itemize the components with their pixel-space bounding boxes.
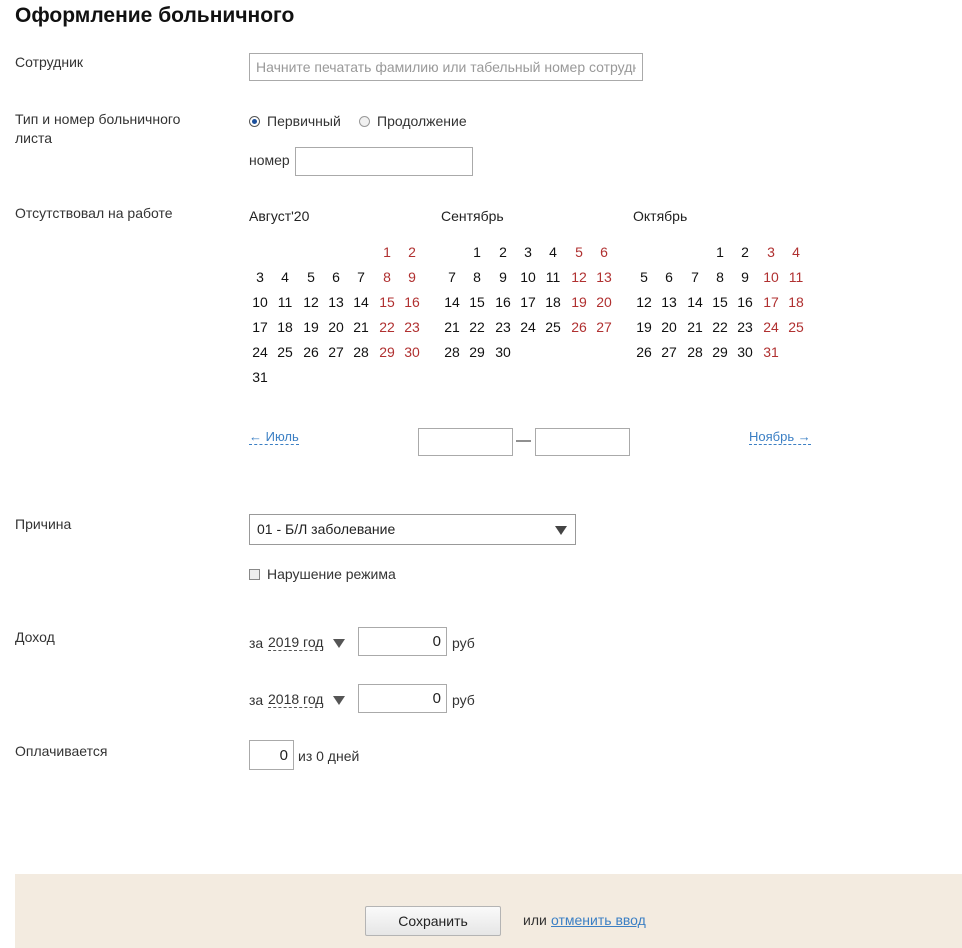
calendar-day-august-19[interactable]: 19 [303,319,319,335]
calendar-day-october-31[interactable]: 31 [763,344,779,360]
calendar-day-august-29[interactable]: 29 [379,344,395,360]
calendar-day-october-5[interactable]: 5 [640,269,648,285]
calendar-day-october-25[interactable]: 25 [788,319,804,335]
save-button[interactable]: Сохранить [365,906,501,936]
calendar-day-august-12[interactable]: 12 [303,294,319,310]
calendar-day-october-2[interactable]: 2 [741,244,749,260]
calendar-day-september-13[interactable]: 13 [596,269,612,285]
calendar-day-october-17[interactable]: 17 [763,294,779,310]
calendar-day-august-16[interactable]: 16 [404,294,420,310]
calendar-day-august-4[interactable]: 4 [281,269,289,285]
calendar-day-september-8[interactable]: 8 [473,269,481,285]
calendar-day-october-19[interactable]: 19 [636,319,652,335]
calendar-day-october-26[interactable]: 26 [636,344,652,360]
absence-label: Отсутствовал на работе [15,205,173,221]
calendar-day-september-1[interactable]: 1 [473,244,481,260]
calendar-day-august-3[interactable]: 3 [256,269,264,285]
calendar-day-october-22[interactable]: 22 [712,319,728,335]
income-year-2019-dropdown-icon[interactable] [333,639,345,648]
calendar-day-august-14[interactable]: 14 [353,294,369,310]
calendar-day-august-30[interactable]: 30 [404,344,420,360]
calendar-day-september-16[interactable]: 16 [495,294,511,310]
calendar-day-august-9[interactable]: 9 [408,269,416,285]
calendar-day-september-25[interactable]: 25 [545,319,561,335]
calendar-day-october-20[interactable]: 20 [661,319,677,335]
calendar-day-august-11[interactable]: 11 [277,294,293,310]
calendar-day-september-3[interactable]: 3 [524,244,532,260]
calendar-day-october-7[interactable]: 7 [691,269,699,285]
calendar-day-september-22[interactable]: 22 [469,319,485,335]
calendar-day-october-11[interactable]: 11 [788,269,804,285]
calendar-day-august-24[interactable]: 24 [252,344,268,360]
calendar-day-october-23[interactable]: 23 [737,319,753,335]
calendar-day-september-2[interactable]: 2 [499,244,507,260]
month-title-october: Октябрь [633,208,688,224]
calendar-day-august-27[interactable]: 27 [328,344,344,360]
income-2018-input[interactable] [358,684,447,713]
reason-select[interactable] [249,514,576,545]
employee-search-input[interactable] [249,53,643,81]
calendar-day-august-7[interactable]: 7 [357,269,365,285]
income-label: Доход [15,629,55,645]
calendar-day-september-18[interactable]: 18 [545,294,561,310]
date-from-input[interactable] [418,428,513,456]
calendar-day-august-26[interactable]: 26 [303,344,319,360]
calendar-day-august-13[interactable]: 13 [328,294,344,310]
calendar-day-august-28[interactable]: 28 [353,344,369,360]
calendar-day-september-24[interactable]: 24 [520,319,536,335]
violation-checkbox-label: Нарушение режима [267,566,396,582]
calendar-day-september-19[interactable]: 19 [571,294,587,310]
calendar-day-october-18[interactable]: 18 [788,294,804,310]
calendar-day-september-21[interactable]: 21 [444,319,460,335]
calendar-day-september-15[interactable]: 15 [469,294,485,310]
calendar-day-october-21[interactable]: 21 [687,319,703,335]
calendar-day-october-28[interactable]: 28 [687,344,703,360]
calendar-day-september-30[interactable]: 30 [495,344,511,360]
paid-label: Оплачивается [15,743,108,759]
calendar-day-august-15[interactable]: 15 [379,294,395,310]
reason-label: Причина [15,516,72,532]
radio-continuation[interactable] [359,113,467,129]
income-year-2019-select[interactable]: 2019 год [268,634,324,650]
calendar-day-october-4[interactable]: 4 [792,244,800,260]
income-2019-unit: руб [452,635,475,651]
calendar-day-august-31[interactable]: 31 [252,369,268,385]
calendar-day-october-3[interactable]: 3 [767,244,775,260]
calendar-day-october-12[interactable]: 12 [636,294,652,310]
calendar-day-august-17[interactable]: 17 [252,319,268,335]
calendar-day-october-29[interactable]: 29 [712,344,728,360]
paid-days-input[interactable] [249,740,294,770]
date-range-separator: — [516,432,531,449]
radio-primary[interactable] [249,113,341,129]
next-month-link[interactable]: Ноябрь → [749,429,811,444]
radio-primary-label: Первичный [267,113,341,129]
calendar-day-october-10[interactable]: 10 [763,269,779,285]
calendar-day-september-27[interactable]: 27 [596,319,612,335]
calendar-day-october-16[interactable]: 16 [737,294,753,310]
date-to-input[interactable] [535,428,630,456]
calendar-day-august-10[interactable]: 10 [252,294,268,310]
calendar-day-september-6[interactable]: 6 [600,244,608,260]
calendar-day-october-24[interactable]: 24 [763,319,779,335]
calendar-day-september-23[interactable]: 23 [495,319,511,335]
calendar-day-august-25[interactable]: 25 [277,344,293,360]
calendar-day-october-8[interactable]: 8 [716,269,724,285]
calendar-day-october-30[interactable]: 30 [737,344,753,360]
calendar-day-september-4[interactable]: 4 [549,244,557,260]
calendar-day-september-9[interactable]: 9 [499,269,507,285]
income-year-2018-dropdown-icon[interactable] [333,696,345,705]
calendar-day-august-18[interactable]: 18 [277,319,293,335]
calendar-day-october-1[interactable]: 1 [716,244,724,260]
reason-select-value: 01 - Б/Л заболевание [257,521,396,537]
radio-continuation-indicator[interactable] [359,116,370,127]
violation-checkbox-box[interactable] [249,569,260,580]
violation-checkbox[interactable] [249,566,396,582]
income-2018-unit: руб [452,692,475,708]
radio-primary-indicator[interactable] [249,116,260,127]
calendar-day-october-13[interactable]: 13 [661,294,677,310]
sheet-type-label: Тип и номер больничного листа [15,111,181,146]
calendar-day-september-10[interactable]: 10 [520,269,536,285]
calendar-day-august-1[interactable]: 1 [383,244,391,260]
or-text: или [523,912,547,928]
calendar-day-september-28[interactable]: 28 [444,344,460,360]
calendar-day-september-26[interactable]: 26 [571,319,587,335]
calendar-day-october-6[interactable]: 6 [665,269,673,285]
calendar-day-september-12[interactable]: 12 [571,269,587,285]
cancel-link[interactable]: отменить ввод [551,912,646,928]
calendar-day-september-20[interactable]: 20 [596,294,612,310]
calendar-day-august-5[interactable]: 5 [307,269,315,285]
calendar-day-august-21[interactable]: 21 [353,319,369,335]
month-title-august: Август'20 [249,208,310,224]
calendar-day-august-8[interactable]: 8 [383,269,391,285]
calendar-day-august-23[interactable]: 23 [404,319,420,335]
calendar-day-august-6[interactable]: 6 [332,269,340,285]
income-year-2018-select[interactable]: 2018 год [268,691,324,707]
calendar-day-october-15[interactable]: 15 [712,294,728,310]
sheet-number-input[interactable] [295,147,473,176]
page-title: Оформление больничного [15,4,295,27]
chevron-down-icon [555,526,567,535]
income-prefix-2018: за [249,692,264,708]
calendar-day-september-7[interactable]: 7 [448,269,456,285]
calendar-day-august-2[interactable]: 2 [408,244,416,260]
income-2019-input[interactable] [358,627,447,656]
income-prefix-2019: за [249,635,264,651]
radio-continuation-label: Продолжение [377,113,467,129]
calendar-day-september-29[interactable]: 29 [469,344,485,360]
calendar-day-september-17[interactable]: 17 [520,294,536,310]
calendar-day-september-5[interactable]: 5 [575,244,583,260]
calendar-day-october-9[interactable]: 9 [741,269,749,285]
calendar-day-october-14[interactable]: 14 [687,294,703,310]
month-title-september: Сентябрь [441,208,504,224]
prev-month-link[interactable]: ← Июль [249,429,299,444]
calendar-day-september-14[interactable]: 14 [444,294,460,310]
calendar-day-august-22[interactable]: 22 [379,319,395,335]
calendar-day-october-27[interactable]: 27 [661,344,677,360]
sheet-number-label: номер [249,152,290,168]
calendar-day-september-11[interactable]: 11 [545,269,561,285]
calendar-day-august-20[interactable]: 20 [328,319,344,335]
paid-days-suffix: из 0 дней [298,748,360,764]
employee-label: Сотрудник [15,54,84,70]
